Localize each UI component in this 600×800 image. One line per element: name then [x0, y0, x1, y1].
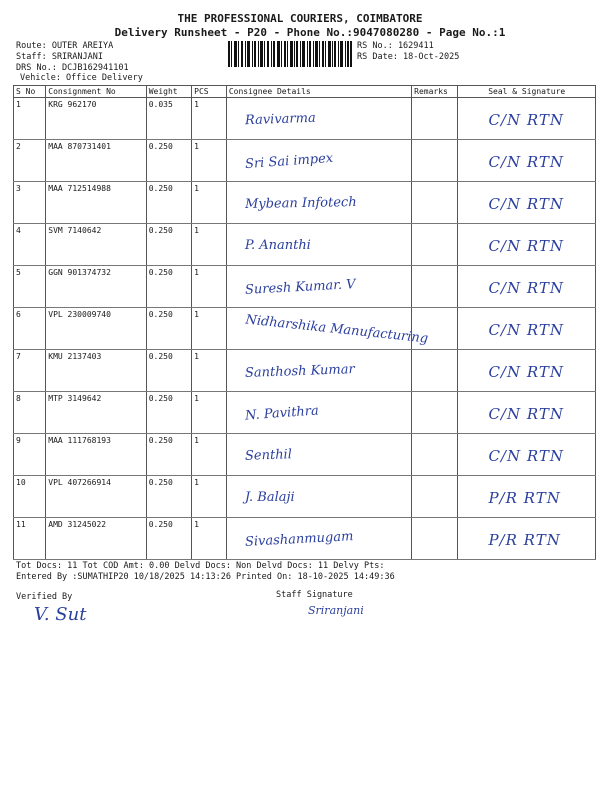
- row-pcs: 1: [192, 392, 227, 434]
- col-seal: Seal & Signature: [458, 86, 596, 98]
- col-remarks: Remarks: [412, 86, 458, 98]
- row-weight: 0.250: [146, 392, 191, 434]
- table-row: [14, 392, 596, 434]
- col-weight: Weight: [146, 86, 191, 98]
- row-seal-signature: [458, 518, 596, 560]
- seal-handwriting: C/N RTN: [488, 111, 565, 129]
- row-seal-signature: [458, 98, 596, 140]
- row-sno: 11: [14, 518, 46, 560]
- row-sno: 7: [14, 350, 46, 392]
- seal-handwriting: P/R RTN: [488, 489, 561, 507]
- row-consignment-no: MAA 111768193: [46, 434, 146, 476]
- row-seal-signature: [458, 476, 596, 518]
- row-consignment-no: MAA 712514988: [46, 182, 146, 224]
- row-remarks: [412, 476, 458, 518]
- row-pcs: 1: [192, 476, 227, 518]
- row-seal-signature: [458, 182, 596, 224]
- barcode-image: [228, 41, 352, 67]
- row-seal-signature: [458, 434, 596, 476]
- row-sno: 10: [14, 476, 46, 518]
- rs-number: RS No.: 1629411: [357, 41, 434, 51]
- row-remarks: [412, 266, 458, 308]
- table-row: [14, 266, 596, 308]
- consignee-handwriting: Sri Sai impex: [244, 150, 334, 173]
- consignee-handwriting: Ravivarma: [244, 110, 316, 129]
- consignee-handwriting: N. Pavithra: [244, 403, 320, 424]
- row-remarks: [412, 308, 458, 350]
- row-pcs: 1: [192, 224, 227, 266]
- row-seal-signature: [458, 140, 596, 182]
- row-consignee: [226, 140, 411, 182]
- row-weight: 0.250: [146, 140, 191, 182]
- row-sno: 6: [14, 308, 46, 350]
- row-consignee: [226, 476, 411, 518]
- row-pcs: 1: [192, 140, 227, 182]
- row-sno: 2: [14, 140, 46, 182]
- row-pcs: 1: [192, 182, 227, 224]
- row-weight: 0.250: [146, 518, 191, 560]
- row-remarks: [412, 518, 458, 560]
- consignee-handwriting: Suresh Kumar. V: [244, 277, 356, 298]
- consignee-handwriting: J. Balaji: [244, 490, 295, 505]
- consignee-handwriting: Sivashanmugam: [244, 529, 354, 550]
- row-weight: 0.250: [146, 350, 191, 392]
- consignee-handwriting: Mybean Infotech: [244, 195, 357, 212]
- row-weight: 0.250: [146, 224, 191, 266]
- table-header-row: [14, 86, 596, 98]
- table-row: [14, 350, 596, 392]
- row-consignment-no: VPL 407266914: [46, 476, 146, 518]
- table-row: [14, 140, 596, 182]
- row-sno: 5: [14, 266, 46, 308]
- row-consignment-no: MAA 870731401: [46, 140, 146, 182]
- row-seal-signature: [458, 350, 596, 392]
- company-title: THE PROFESSIONAL COURIERS, COIMBATORE: [177, 12, 423, 25]
- staff-label: Staff: SRIRANJANI: [16, 52, 103, 62]
- table-row: [14, 98, 596, 140]
- col-consignment: Consignment No: [46, 86, 146, 98]
- col-pcs: PCS: [192, 86, 227, 98]
- row-consignee: [226, 182, 411, 224]
- staff-signature-label: Staff Signature: [276, 590, 353, 600]
- row-weight: 0.250: [146, 434, 191, 476]
- row-consignment-no: MTP 3149642: [46, 392, 146, 434]
- consignee-handwriting: Senthil: [244, 447, 292, 464]
- table-row: [14, 434, 596, 476]
- row-seal-signature: [458, 266, 596, 308]
- row-consignee: [226, 518, 411, 560]
- row-consignee: [226, 434, 411, 476]
- table-row: [14, 476, 596, 518]
- rs-date: RS Date: 18-Oct-2025: [357, 52, 460, 62]
- seal-handwriting: C/N RTN: [488, 447, 565, 465]
- row-consignee: [226, 224, 411, 266]
- runsheet-subtitle: Delivery Runsheet - P20 - Phone No.:9047080280 - Page No.:1: [114, 26, 506, 39]
- seal-handwriting: P/R RTN: [488, 531, 561, 549]
- row-consignment-no: KRG 962170: [46, 98, 146, 140]
- row-consignee: [226, 350, 411, 392]
- verified-signature: V. Sut: [34, 604, 87, 625]
- staff-signature: Sriranjani: [308, 604, 364, 617]
- row-consignment-no: VPL 230009740: [46, 308, 146, 350]
- seal-handwriting: C/N RTN: [488, 405, 565, 423]
- row-remarks: [412, 98, 458, 140]
- seal-handwriting: C/N RTN: [488, 321, 565, 339]
- row-consignment-no: AMD 31245022: [46, 518, 146, 560]
- row-pcs: 1: [192, 350, 227, 392]
- table-row: [14, 224, 596, 266]
- row-seal-signature: [458, 224, 596, 266]
- row-weight: 0.250: [146, 308, 191, 350]
- totals-line: Tot Docs: 11 Tot COD Amt: 0.00 Delvd Docs: Non Delvd Docs: 11 Delvy Pts:: [16, 561, 385, 571]
- seal-handwriting: C/N RTN: [488, 195, 565, 213]
- seal-handwriting: C/N RTN: [488, 363, 565, 381]
- row-consignment-no: SVM 7140642: [46, 224, 146, 266]
- row-consignee: [226, 98, 411, 140]
- entered-by-line: Entered By :SUMATHIP20 10/18/2025 14:13:26 Printed On: 18-10-2025 14:49:36: [16, 572, 395, 582]
- runsheet-table: [13, 85, 596, 560]
- row-sno: 1: [14, 98, 46, 140]
- row-pcs: 1: [192, 98, 227, 140]
- row-seal-signature: [458, 392, 596, 434]
- row-weight: 0.250: [146, 182, 191, 224]
- row-sno: 3: [14, 182, 46, 224]
- vehicle-label: Vehicle: Office Delivery: [20, 73, 143, 83]
- row-consignment-no: KMU 2137403: [46, 350, 146, 392]
- row-remarks: [412, 182, 458, 224]
- row-pcs: 1: [192, 518, 227, 560]
- table-row: [14, 182, 596, 224]
- seal-handwriting: C/N RTN: [488, 237, 565, 255]
- row-sno: 8: [14, 392, 46, 434]
- row-remarks: [412, 392, 458, 434]
- seal-handwriting: C/N RTN: [488, 279, 565, 297]
- row-weight: 0.035: [146, 98, 191, 140]
- row-remarks: [412, 434, 458, 476]
- col-sno: S No: [14, 86, 46, 98]
- verified-by-label: Verified By: [16, 592, 73, 602]
- row-pcs: 1: [192, 266, 227, 308]
- row-consignee: [226, 266, 411, 308]
- route-label: Route: OUTER AREIYA: [16, 41, 114, 51]
- row-pcs: 1: [192, 434, 227, 476]
- consignee-handwriting: Santhosh Kumar: [244, 362, 355, 381]
- row-consignee: [226, 308, 429, 350]
- row-sno: 9: [14, 434, 46, 476]
- seal-handwriting: C/N RTN: [488, 153, 565, 171]
- consignee-handwriting: Nidharshika Manufacturing: [244, 312, 429, 347]
- row-seal-signature: [458, 308, 596, 350]
- row-weight: 0.250: [146, 476, 191, 518]
- row-remarks: [412, 140, 458, 182]
- consignee-handwriting: P. Ananthi: [244, 238, 311, 253]
- table-row: [14, 518, 596, 560]
- row-sno: 4: [14, 224, 46, 266]
- table-row: [14, 308, 596, 350]
- row-remarks: [412, 224, 458, 266]
- row-pcs: 1: [192, 308, 227, 350]
- row-consignment-no: GGN 901374732: [46, 266, 146, 308]
- row-remarks: [412, 350, 458, 392]
- row-weight: 0.250: [146, 266, 191, 308]
- row-consignee: [226, 392, 411, 434]
- drs-number: DRS No.: DCJB162941101: [16, 63, 129, 73]
- col-consignee: Consignee Details: [226, 86, 411, 98]
